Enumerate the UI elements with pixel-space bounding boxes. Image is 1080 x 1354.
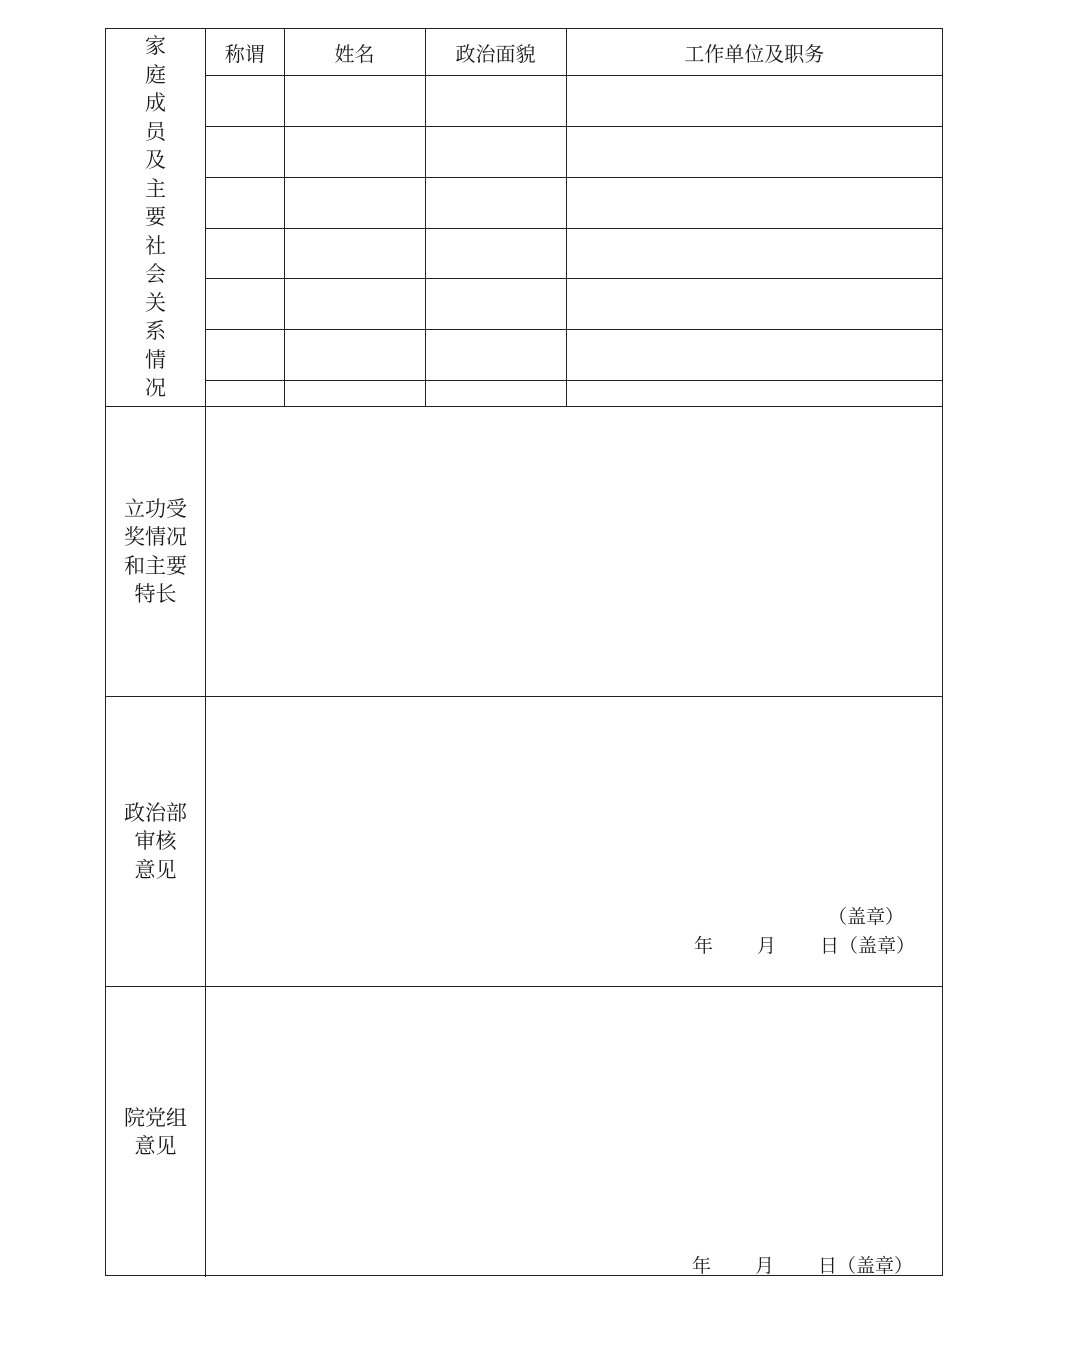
political-review-label-text: 政治部 审核 意见 xyxy=(124,800,187,882)
name-cell[interactable] xyxy=(284,76,425,127)
table-row xyxy=(206,381,942,406)
relation-cell[interactable] xyxy=(206,279,284,330)
political-status-cell[interactable] xyxy=(425,76,566,127)
relation-cell[interactable] xyxy=(206,126,284,177)
table-row xyxy=(206,126,942,177)
political-status-cell[interactable] xyxy=(425,177,566,228)
political-status-cell[interactable] xyxy=(425,381,566,406)
relation-cell[interactable] xyxy=(206,177,284,228)
workplace-cell[interactable] xyxy=(566,330,942,381)
column-header-relation: 称谓 xyxy=(206,29,284,76)
political-review-label xyxy=(106,697,206,986)
date-day: 日（盖章） xyxy=(820,935,916,957)
date-year: 年 xyxy=(694,935,714,957)
column-header-political-status: 政治面貌 xyxy=(425,29,566,76)
table-row xyxy=(206,76,942,127)
table-row xyxy=(206,177,942,228)
awards-input-area[interactable] xyxy=(206,407,942,696)
table-row xyxy=(206,228,942,279)
table-row xyxy=(206,279,942,330)
date-year: 年 xyxy=(692,1255,712,1277)
political-review-date xyxy=(694,931,915,958)
political-review-input-area[interactable] xyxy=(206,697,942,986)
date-month: 月 xyxy=(757,935,777,957)
party-group-section xyxy=(106,987,942,1277)
family-table-container xyxy=(206,29,942,406)
relation-cell[interactable] xyxy=(206,330,284,381)
family-section-label xyxy=(106,29,206,406)
name-cell[interactable] xyxy=(284,279,425,330)
party-group-input-area[interactable] xyxy=(206,987,942,1277)
awards-section xyxy=(106,407,942,697)
workplace-cell[interactable] xyxy=(566,381,942,406)
party-group-date xyxy=(692,1251,913,1278)
workplace-cell[interactable] xyxy=(566,177,942,228)
workplace-cell[interactable] xyxy=(566,126,942,177)
awards-label-text: 立功受 奖情况 和主要 特长 xyxy=(124,496,187,606)
political-status-cell[interactable] xyxy=(425,330,566,381)
relation-cell[interactable] xyxy=(206,76,284,127)
date-day: 日（盖章） xyxy=(818,1255,914,1277)
family-label-text: 家庭成员及主要社会关系情况 xyxy=(145,34,166,401)
party-group-label-text: 院党组 意见 xyxy=(124,1105,187,1158)
workplace-cell[interactable] xyxy=(566,279,942,330)
political-status-cell[interactable] xyxy=(425,228,566,279)
name-cell[interactable] xyxy=(284,228,425,279)
workplace-cell[interactable] xyxy=(566,228,942,279)
registration-form xyxy=(105,28,943,1276)
date-month: 月 xyxy=(755,1255,775,1277)
family-members-table xyxy=(206,29,942,406)
name-cell[interactable] xyxy=(284,381,425,406)
political-review-section xyxy=(106,697,942,987)
table-header-row xyxy=(206,29,942,76)
political-status-cell[interactable] xyxy=(425,126,566,177)
name-cell[interactable] xyxy=(284,126,425,177)
name-cell[interactable] xyxy=(284,177,425,228)
party-group-label xyxy=(106,987,206,1277)
political-review-stamp: （盖章） xyxy=(828,906,905,928)
relation-cell[interactable] xyxy=(206,228,284,279)
political-status-cell[interactable] xyxy=(425,279,566,330)
awards-section-label xyxy=(106,407,206,696)
relation-cell[interactable] xyxy=(206,381,284,406)
column-header-name: 姓名 xyxy=(284,29,425,76)
table-row xyxy=(206,330,942,381)
workplace-cell[interactable] xyxy=(566,76,942,127)
family-section xyxy=(106,29,942,407)
name-cell[interactable] xyxy=(284,330,425,381)
column-header-workplace-position: 工作单位及职务 xyxy=(566,29,942,76)
